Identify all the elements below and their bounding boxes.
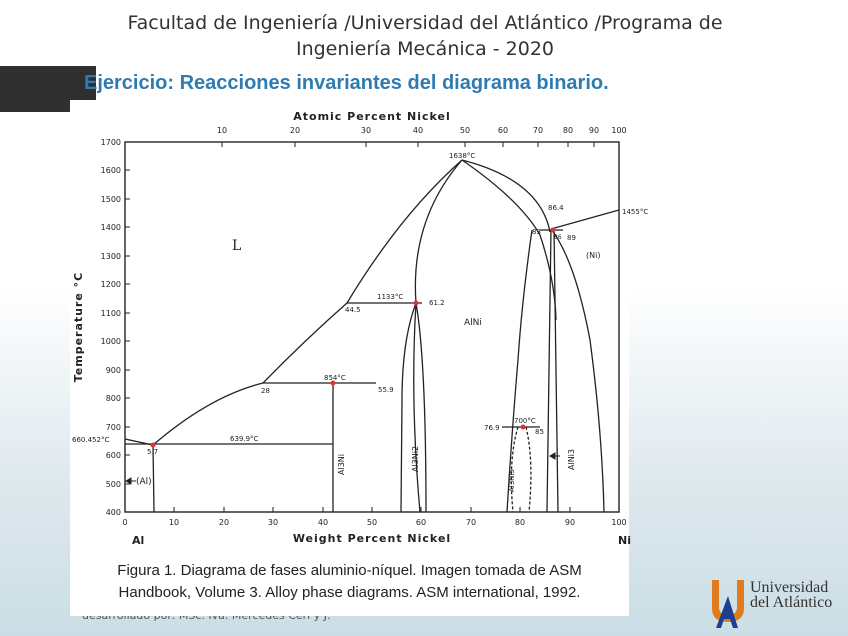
y-tick-label: 1700 — [100, 138, 121, 147]
top-tick-label: 80 — [562, 126, 574, 135]
y-tick-label: 500 — [105, 480, 121, 489]
bottom-axis-title: Weight Percent Nickel — [292, 532, 452, 545]
bottom-tick-label: 10 — [168, 518, 180, 527]
top-tick-label: 70 — [532, 126, 544, 135]
temp-1133-label: 1133°C — [377, 293, 404, 301]
comp-85-label: 85 — [535, 428, 544, 436]
bottom-tick-label: 100 — [611, 518, 627, 527]
temp-1455-label: 1455°C — [622, 208, 649, 216]
bottom-tick-label: 50 — [366, 518, 378, 527]
bottom-tick-label: 70 — [465, 518, 477, 527]
plot-frame — [125, 142, 619, 512]
al3ni2-label: Al3Ni2 — [411, 445, 420, 472]
y-tick-label: 400 — [105, 508, 121, 517]
element-ni-label: Ni — [618, 534, 631, 547]
al3ni5-label: Al3Ni5 — [508, 469, 516, 492]
top-tick-label: 100 — [611, 126, 627, 135]
figure-caption — [70, 560, 629, 604]
top-tick-label: 40 — [412, 126, 424, 135]
comp-86-label: 86 — [554, 234, 562, 241]
top-tick-label: 60 — [497, 126, 509, 135]
comp-83-label: 83 — [532, 228, 541, 236]
y-tick-label: 1000 — [100, 337, 121, 346]
top-tick-label: 90 — [588, 126, 600, 135]
top-tick-label: 10 — [216, 126, 228, 135]
top-axis-title: Atomic Percent Nickel — [293, 110, 451, 123]
bottom-tick-label: 40 — [317, 518, 329, 527]
bottom-tick-label: 20 — [218, 518, 230, 527]
y-tick-label: 1400 — [100, 223, 121, 232]
logo-line-2: del Atlántico — [750, 594, 833, 611]
y-tick-label: 700 — [105, 423, 121, 432]
temp-660-label: 660.452°C — [72, 436, 110, 444]
liquid-label: L — [232, 238, 242, 254]
bottom-tick-label: 80 — [514, 518, 526, 527]
comp-55-9-label: 55.9 — [378, 386, 394, 394]
y-tick-label: 1600 — [100, 166, 121, 175]
comp-76-9-label: 76.9 — [484, 424, 500, 432]
y-axis-title: Temperature °C — [72, 271, 85, 383]
al-phase-label: (Al) — [136, 477, 152, 487]
university-logo-text — [750, 580, 832, 610]
header-line-2: Ingeniería Mecánica - 2020 — [295, 38, 555, 60]
y-tick-label: 1100 — [100, 309, 121, 318]
caption-line-2: Handbook, Volume 3. Alloy phase diagrams. ASM international, 1992. — [118, 584, 581, 601]
phase-diagram-svg — [70, 100, 649, 616]
temp-639-label: 639.9°C — [230, 435, 259, 443]
phase-diagram-figure — [70, 100, 649, 616]
al3ni-label: Al3Ni — [337, 454, 346, 475]
exercise-title: Ejercicio: Reacciones invariantes del diagrama binario. — [84, 72, 609, 94]
bottom-tick-label: 60 — [415, 518, 427, 527]
comp-86-4-label: 86.4 — [548, 204, 564, 212]
y-tick-label: 900 — [105, 366, 121, 375]
bottom-tick-label: 90 — [564, 518, 576, 527]
header-line-1: Facultad de Ingeniería /Universidad del Atlántico /Programa de — [127, 12, 723, 34]
temp-700-label: 700°C — [514, 417, 536, 425]
invariant-points — [151, 228, 556, 448]
comp-5-7-label: 5.7 — [147, 448, 159, 456]
top-tick-label: 30 — [360, 126, 372, 135]
page-header — [60, 10, 790, 62]
alni-label: AlNi — [464, 318, 482, 328]
temp-1638-label: 1638°C — [449, 152, 476, 160]
y-tick-label: 1500 — [100, 195, 121, 204]
logo-line-1: Universidad — [750, 579, 829, 596]
comp-89-label: 89 — [567, 234, 576, 242]
alni3-label: AlNi3 — [567, 449, 576, 470]
comp-44-5-label: 44.5 — [345, 306, 361, 314]
y-tick-label: 800 — [105, 394, 121, 403]
temp-854-label: 854°C — [324, 374, 346, 382]
y-tick-label: 600 — [105, 451, 121, 460]
ni-phase-label: (Ni) — [586, 251, 601, 260]
phase-boundaries — [125, 160, 619, 512]
comp-61-2-label: 61.2 — [429, 299, 445, 307]
top-tick-label: 50 — [459, 126, 471, 135]
bottom-tick-label: 0 — [122, 518, 128, 527]
y-tick-label: 1200 — [100, 280, 121, 289]
y-tick-label: 1300 — [100, 252, 121, 261]
comp-28-label: 28 — [261, 387, 270, 395]
element-al-label: Al — [132, 534, 145, 547]
caption-line-1: Figura 1. Diagrama de fases aluminio-níquel. Imagen tomada de ASM — [117, 562, 582, 579]
bottom-tick-label: 30 — [267, 518, 279, 527]
top-tick-label: 20 — [289, 126, 301, 135]
